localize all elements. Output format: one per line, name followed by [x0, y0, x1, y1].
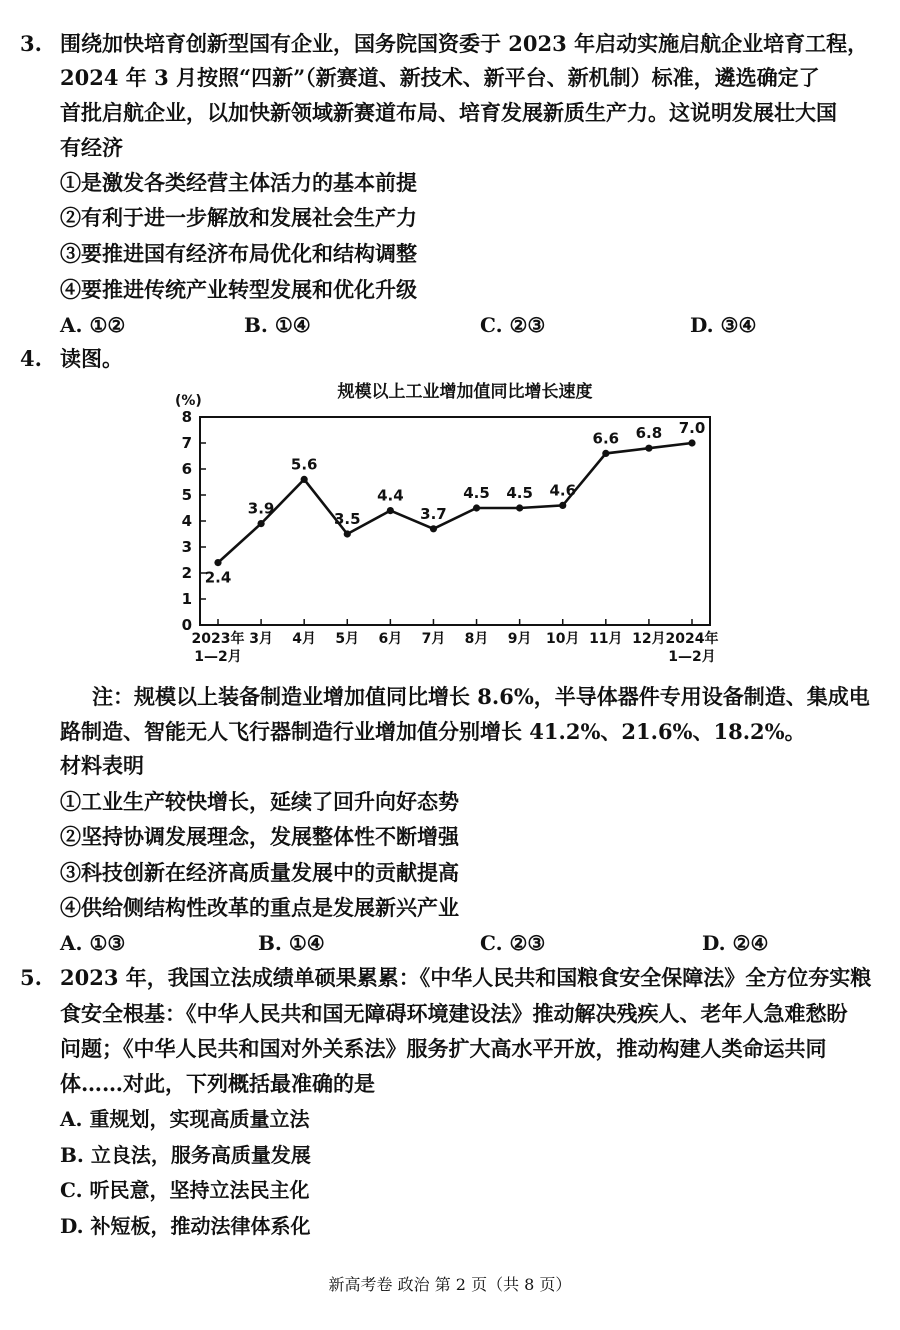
page-footer: 新高考卷 政治 第 2 页（共 8 页） [328, 1275, 572, 1294]
data-point [516, 504, 523, 511]
question-number: 3. [20, 31, 42, 56]
option-d: D. ②④ [702, 931, 769, 955]
chart-title: 规模以上工业增加值同比增长速度 [337, 382, 593, 402]
option-c: C. ②③ [480, 931, 546, 955]
option-a: A. ①③ [60, 931, 126, 955]
data-point [214, 559, 221, 566]
y-tick-label: 6 [181, 460, 192, 478]
data-point [473, 504, 480, 511]
data-point [387, 507, 394, 514]
option-c: C. ②③ [480, 313, 546, 337]
question-stem-line: 问题；《中华人民共和国对外关系法》服务扩大高水平开放，推动构建人类命运共同 [60, 1036, 827, 1061]
statement: ③科技创新在经济高质量发展中的贡献提高 [60, 860, 459, 885]
y-tick-label: 8 [181, 408, 192, 426]
y-tick-label: 3 [181, 538, 192, 556]
y-tick-label: 1 [181, 590, 192, 608]
statement: ③要推进国有经济布局优化和结构调整 [60, 241, 417, 266]
chart-note-line: 路制造、智能无人飞行器制造行业增加值分别增长 41.2%、21.6%、18.2%。 [60, 719, 806, 744]
option-a: A. 重规划，实现高质量立法 [60, 1107, 310, 1131]
question-stem-line: 体……对此，下列概括最准确的是 [60, 1071, 375, 1096]
data-label: 4.5 [506, 484, 533, 502]
y-tick-label: 2 [181, 564, 192, 582]
x-tick-label: 12月 [632, 631, 666, 647]
x-tick-label: 1—2月 [194, 649, 242, 665]
data-label: 4.4 [377, 486, 404, 505]
statement: ④要推进传统产业转型发展和优化升级 [60, 277, 417, 302]
data-point [645, 445, 652, 452]
option-d: D. 补短板，推动法律体系化 [60, 1214, 311, 1238]
chart-note-line: 注：规模以上装备制造业增加值同比增长 8.6%，半导体器件专用设备制造、集成电 [92, 684, 870, 709]
y-tick-label: 5 [181, 486, 192, 504]
statement: ④供给侧结构性改革的重点是发展新兴产业 [60, 895, 459, 920]
question-stem-line: 围绕加快培育创新型国有企业，国务院国资委于 2023 年启动实施启航企业培育工程， [60, 31, 869, 56]
x-tick-label: 8月 [464, 631, 489, 647]
data-point [559, 502, 566, 509]
question-number: 4. [20, 346, 42, 371]
x-tick-label: 1—2月 [668, 649, 716, 665]
plot-frame [200, 417, 710, 625]
question-stem-line: 2023 年，我国立法成绩单硕果累累：《中华人民共和国粮食安全保障法》全方位夯实粮 [60, 965, 872, 990]
data-point [301, 476, 308, 483]
x-tick-label: 11月 [589, 631, 623, 647]
data-label: 6.6 [592, 429, 620, 448]
x-tick-label: 10月 [545, 631, 580, 647]
data-label: 2.4 [204, 568, 232, 587]
line-chart [160, 375, 740, 675]
data-point [257, 520, 264, 527]
data-label: 4.5 [463, 484, 490, 502]
data-label: 3.9 [247, 499, 275, 518]
data-point [344, 530, 351, 537]
data-label: 7.0 [678, 419, 706, 437]
data-point [430, 525, 437, 532]
y-tick-label: 7 [181, 434, 192, 452]
data-label: 4.6 [549, 481, 577, 500]
series-line [218, 443, 692, 563]
data-label: 3.5 [333, 510, 361, 528]
option-b: B. 立良法，服务高质量发展 [60, 1143, 311, 1167]
option-d: D. ③④ [690, 313, 757, 337]
x-tick-label: 3月 [249, 631, 273, 647]
statement: ①是激发各类经营主体活力的基本前提 [60, 170, 417, 195]
question-stem-line: 食安全根基：《中华人民共和国无障碍环境建设法》推动解决残疾人、老年人急难愁盼 [60, 1001, 848, 1026]
option-b: B. ①④ [258, 931, 325, 955]
question-stem-line: 2024 年 3 月按照“四新”（新赛道、新技术、新平台、新机制）标准，遴选确定了 [60, 65, 820, 90]
y-tick-label: 4 [181, 512, 192, 530]
statement: ①工业生产较快增长，延续了回升向好态势 [60, 789, 459, 814]
question-stem: 读图。 [60, 346, 123, 371]
x-tick-label: 2023年 [191, 631, 245, 647]
y-tick-label: 0 [181, 616, 192, 634]
x-tick-label: 5月 [335, 631, 360, 647]
question-stem-line: 有经济 [60, 135, 123, 160]
y-axis-unit: (%) [175, 393, 202, 409]
material-lead: 材料表明 [60, 753, 144, 778]
data-label: 5.6 [290, 455, 318, 474]
data-point [688, 439, 695, 446]
x-tick-label: 9月 [507, 631, 532, 647]
x-tick-label: 2024年 [665, 631, 719, 647]
x-tick-label: 7月 [421, 631, 446, 647]
x-tick-label: 4月 [292, 631, 317, 647]
statement: ②有利于进一步解放和发展社会生产力 [60, 205, 417, 230]
data-label: 3.7 [420, 504, 447, 523]
data-label: 6.8 [635, 424, 663, 443]
option-b: B. ①④ [244, 313, 311, 337]
question-number: 5. [20, 965, 42, 990]
statement: ②坚持协调发展理念，发展整体性不断增强 [60, 824, 459, 849]
data-point [602, 450, 609, 457]
option-a: A. ①② [60, 313, 126, 337]
option-c: C. 听民意，坚持立法民主化 [60, 1178, 310, 1202]
question-stem-line: 首批启航企业，以加快新领域新赛道布局、培育发展新质生产力。这说明发展壮大国 [60, 100, 837, 125]
x-tick-label: 6月 [378, 631, 403, 647]
